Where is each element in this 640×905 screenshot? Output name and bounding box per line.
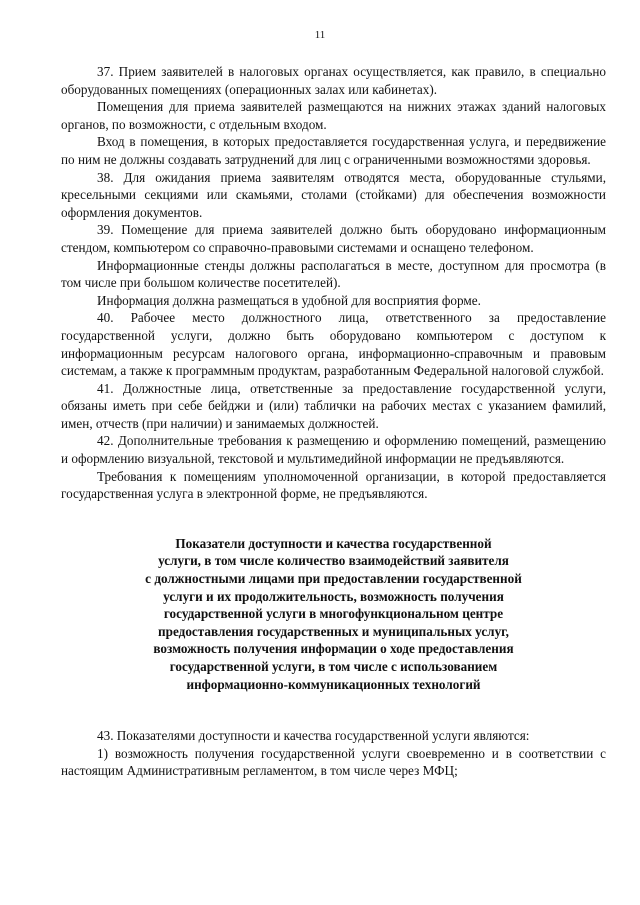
- section-heading-line: с должностными лицами при предоставлении государственной: [145, 571, 522, 587]
- section-body: [61, 727, 606, 780]
- paragraph-premises-floors: Помещения для приема заявителей размещаются на нижних этажах зданий налоговых органов, по возможности, с отдельным входом.: [61, 99, 606, 132]
- paragraph-40: 40. Рабочее место должностного лица, ответственного за предоставление государственной услуги, должно быть оборудовано компьютером с доступом к информационным ресурсам налогового органа, информационно-справочным и правовым системам, а также к программным продуктам, разработанным Федеральной налоговой службой.: [61, 310, 606, 379]
- section-heading-line: возможность получения информации о ходе предоставления: [153, 641, 514, 657]
- section-heading-line: услуги и их продолжительность, возможность получения: [163, 588, 504, 604]
- section-heading-line: информационно-коммуникационных технологий: [186, 676, 481, 692]
- paragraph-43: 43. Показателями доступности и качества государственной услуги являются:: [97, 728, 530, 744]
- paragraph-39: 39. Помещение для приема заявителей должно быть оборудовано информационным стендом, компьютером со справочно-правовыми системами и оснащено телефоном.: [61, 222, 606, 255]
- page-number: 11: [314, 29, 326, 41]
- paragraph-authorized-org: Требования к помещениям уполномоченной организации, в которой предоставляется государственная услуга в электронной форме, не предъявляются.: [61, 468, 606, 502]
- section-heading-line: государственной услуги в многофункциональном центре: [163, 606, 504, 622]
- paragraph-info-stands: Информационные стенды должны располагаться в месте, доступном для просмотра (в том числе при большом количестве посетителей).: [61, 257, 606, 291]
- paragraph-41: 41. Должностные лица, ответственные за предоставление государственной услуги, обязаны иметь при себе бейджи и (или) таблички на рабочих местах с указанием фамилий, имен, отчеств (при наличии) и занимаемых должностей.: [61, 380, 606, 431]
- paragraph-38: 38. Для ожидания приема заявителям отводятся места, оборудованные стульями, кресельными секциями или скамьями, столами (стойками) для обеспечения возможности оформления документов.: [61, 169, 606, 220]
- section-heading-line: услуги, в том числе количество взаимодействий заявителя: [158, 553, 509, 569]
- section-heading-line: предоставления государственных и муниципальных услуг,: [158, 623, 509, 639]
- paragraph-info-format: Информация должна размещаться в удобной для восприятия форме.: [97, 292, 481, 308]
- section-heading-line: Показатели доступности и качества государственной: [175, 535, 492, 551]
- paragraph-42: 42. Дополнительные требования к размещению и оформлению помещений, размещению и оформлению визуальной, текстовой и мультимедийной информации не предъявляются.: [61, 433, 606, 467]
- paragraph-accessibility: Вход в помещения, в которых предоставляется государственная услуга, и передвижение по ним не должны создавать затруднений для лиц с ограниченными возможностями здоровья.: [61, 134, 606, 167]
- list-item-1: 1) возможность получения государственной услуги своевременно и в соответствии с настоящим Административным регламентом, в том числе через МФЦ;: [61, 745, 606, 779]
- document-body: [61, 63, 606, 780]
- section-heading-line: государственной услуги, в том числе с использованием: [169, 659, 498, 674]
- paragraph-37: 37. Прием заявителей в налоговых органах осуществляется, как правило, в специально оборудованных помещениях (операционных залах или кабинетах).: [61, 64, 606, 97]
- section-heading: [61, 535, 606, 693]
